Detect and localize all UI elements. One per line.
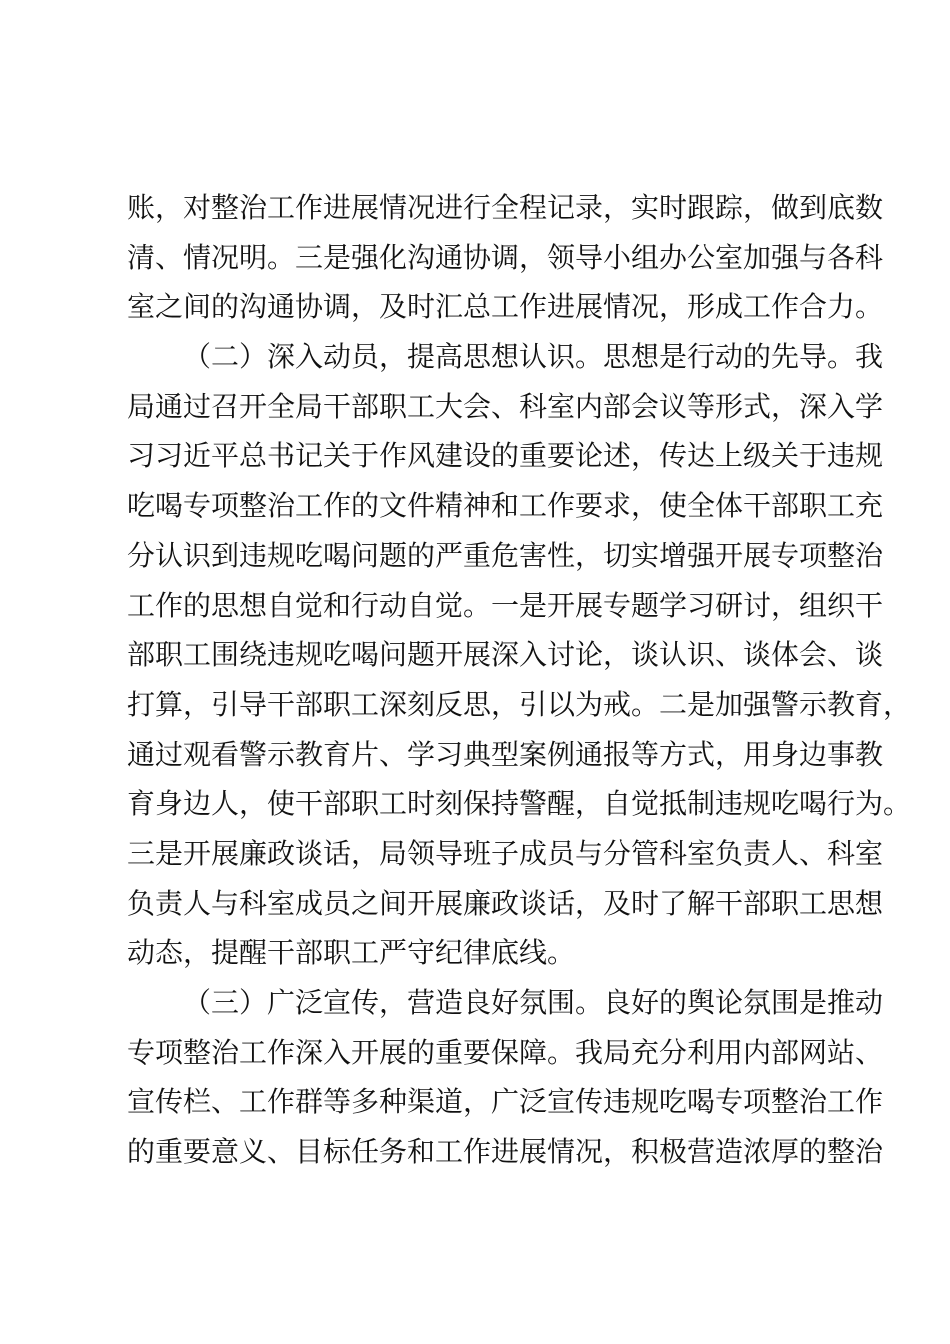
section-heading-line: （三）广泛宣传，营造良好氛围。良好的舆论氛围是推动 [183,986,884,1019]
text-line: 育身边人，使干部职工时刻保持警醒，自觉抵制违规吃喝行为。 [127,787,912,821]
text-line: 宣传栏、工作群等多种渠道，广泛宣传违规吃喝专项整治工作 [127,1085,884,1119]
text-line: 通过观看警示教育片、学习典型案例通报等方式，用身边事教 [127,737,884,771]
text-line: 工作的思想自觉和行动自觉。一是开展专题学习研讨，组织干 [127,588,884,622]
text-line: 吃喝专项整治工作的文件精神和工作要求，使全体干部职工充 [127,489,884,523]
text-line: 账，对整治工作进展情况进行全程记录，实时跟踪，做到底数 [127,191,884,224]
text-line: 习习近平总书记关于作风建设的重要论述，传达上级关于违规 [127,439,884,473]
text-line: 打算，引导干部职工深刻反思，引以为戒。二是加强警示教育， [127,687,912,721]
document-body [127,183,912,1177]
text-line: 专项整治工作深入开展的重要保障。我局充分利用内部网站、 [127,1035,884,1069]
text-line: 室之间的沟通协调，及时汇总工作进展情况，形成工作合力。 [127,290,884,324]
text-line: 分认识到违规吃喝问题的严重危害性，切实增强开展专项整治 [127,538,884,572]
text-line: 动态，提醒干部职工严守纪律底线。 [127,936,576,970]
text-line: 的重要意义、目标任务和工作进展情况，积极营造浓厚的整治 [127,1135,884,1169]
section-heading-line: （二）深入动员，提高思想认识。思想是行动的先导。我 [183,340,884,374]
text-line: 部职工围绕违规吃喝问题开展深入讨论，谈认识、谈体会、谈 [127,638,884,672]
text-line: 负责人与科室成员之间开展廉政谈话，及时了解干部职工思想 [127,886,884,920]
text-line: 局通过召开全局干部职工大会、科室内部会议等形式，深入学 [127,389,884,423]
text-line: 清、情况明。三是强化沟通协调，领导小组办公室加强与各科 [127,240,884,274]
text-line: 三是开展廉政谈话，局领导班子成员与分管科室负责人、科室 [127,836,884,870]
